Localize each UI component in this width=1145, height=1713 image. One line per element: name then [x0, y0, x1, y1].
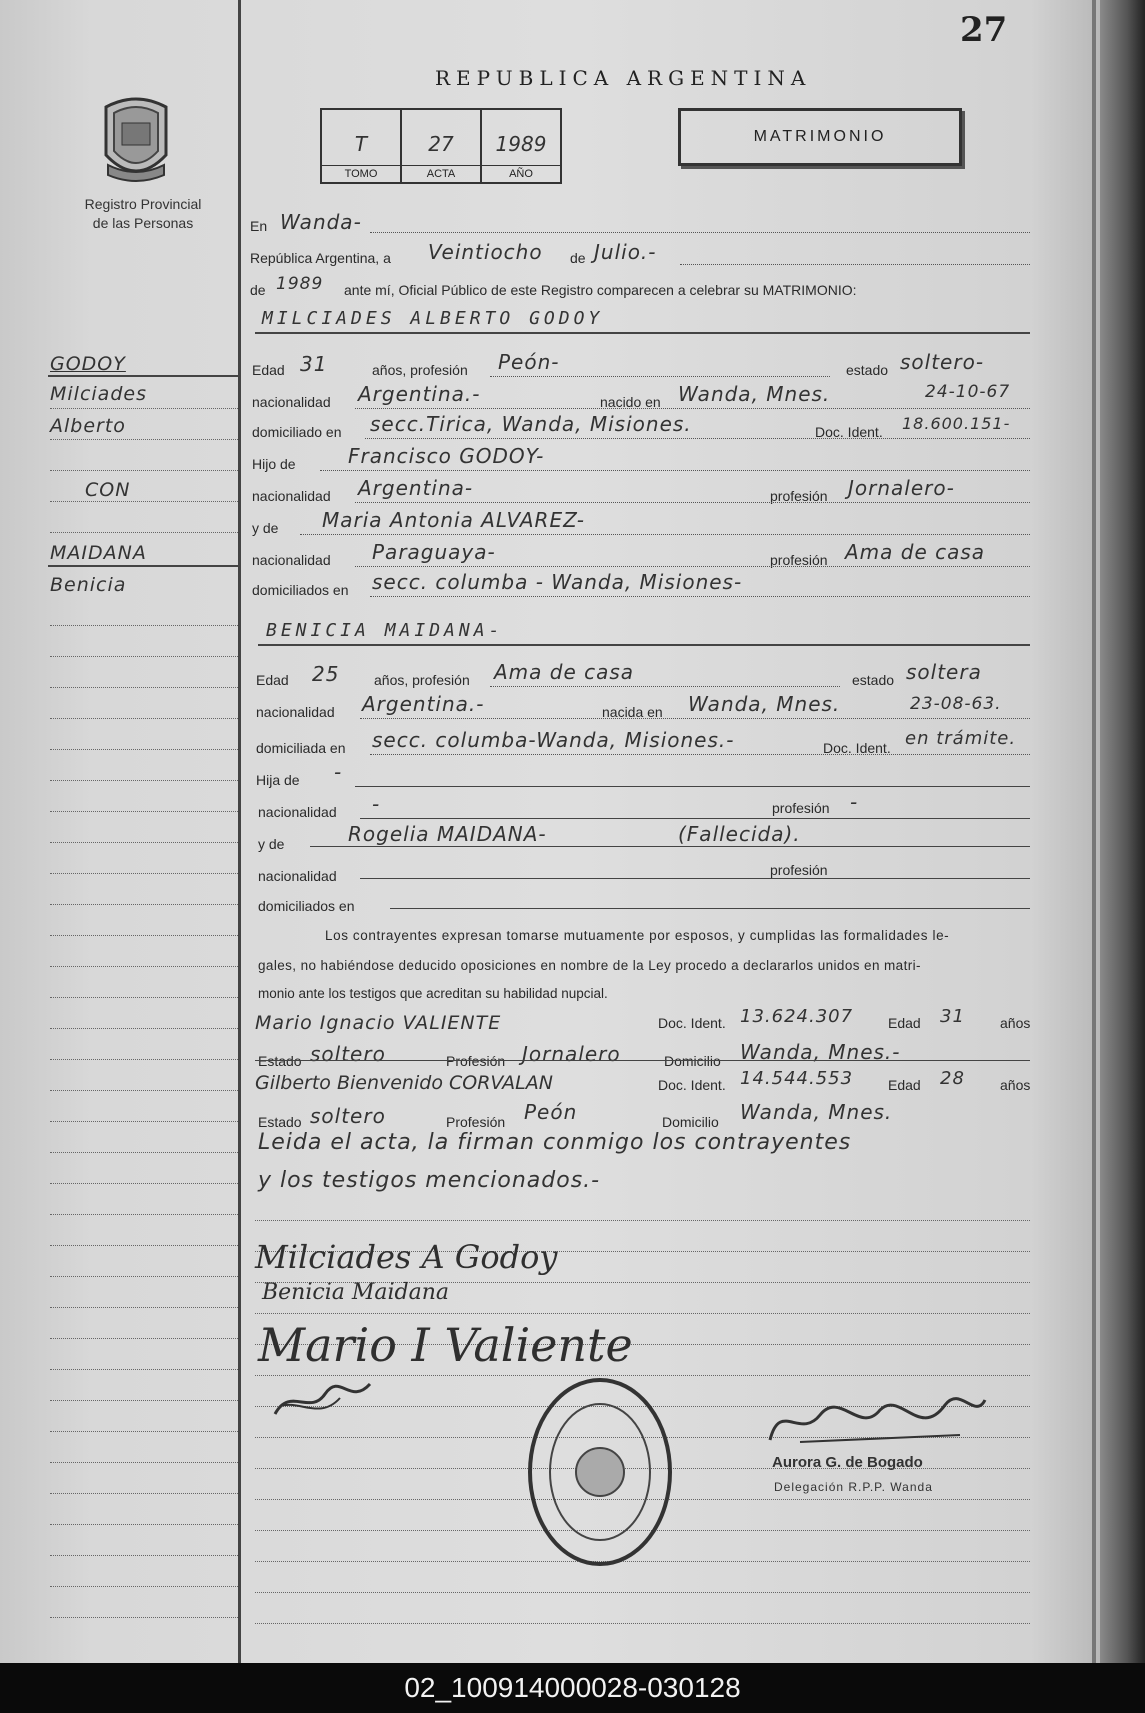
- margin-ruled-line: [50, 1369, 238, 1370]
- margin-rule: [238, 0, 241, 1663]
- madre-prof-label: profesión: [770, 862, 828, 878]
- margin-ruled-line: [50, 1152, 238, 1153]
- dotted-line: [370, 232, 1030, 233]
- declaration-line-1: Los contrayentes expresan tomarse mutuamente por esposos, y cumplidas las formalidades le-: [325, 928, 950, 943]
- body-ruled-line: [255, 1313, 1030, 1314]
- profesion-label: Profesión: [446, 1053, 506, 1069]
- bride-madre: Rogelia MAIDANA-: [348, 822, 547, 846]
- witness1-doc: 13.624.307: [740, 1006, 854, 1027]
- de2-label: de: [250, 282, 266, 298]
- margin-ruled-line: [50, 1028, 238, 1029]
- page-edge: [1100, 0, 1145, 1663]
- ruled-line: [360, 878, 1030, 879]
- margin-ruled-line: [50, 1121, 238, 1122]
- bride-padre-prof: -: [850, 790, 859, 814]
- margin-ruled-line: [50, 1214, 238, 1215]
- year-value: 1989: [276, 274, 324, 294]
- anos-label: años: [1000, 1077, 1031, 1093]
- madre-prof-label: profesión: [770, 552, 828, 568]
- margin-ruled-line: [50, 966, 238, 967]
- groom-nacionalidad: Argentina.-: [358, 382, 481, 406]
- en-label: En: [250, 218, 268, 234]
- madre-nac-label: nacionalidad: [252, 552, 331, 568]
- official-stamp-icon: [525, 1375, 675, 1570]
- official-signature-block: [760, 1380, 990, 1494]
- groom-edad: 31: [300, 352, 328, 376]
- ruled-line: [255, 1060, 1030, 1061]
- margin-ruled-line: [50, 1059, 238, 1060]
- dotted-line: [360, 718, 1030, 719]
- ruled-line: [360, 818, 1030, 819]
- dotted-line: [370, 596, 1030, 597]
- dotted-line: [365, 438, 1030, 439]
- dotted-line: [490, 376, 830, 377]
- margin-ruled-line: [50, 1555, 238, 1556]
- hijo-label: Hijo de: [252, 456, 296, 472]
- margin-ruled-line: [50, 687, 238, 688]
- doc-ident-label: Doc. Ident.: [658, 1077, 726, 1093]
- groom-estado: soltero-: [900, 350, 985, 374]
- margin-middlename-groom: Alberto: [50, 415, 126, 437]
- groom-nacido-en: Wanda, Mnes.: [678, 382, 831, 406]
- place-value: Wanda-: [280, 210, 362, 234]
- margin-ruled-line: [50, 811, 238, 812]
- padre-nac-label: nacionalidad: [258, 804, 337, 820]
- margin-ruled-line: [50, 904, 238, 905]
- estado-label: estado: [852, 672, 895, 688]
- margin-ruled-line: [50, 1493, 238, 1494]
- acta-value: 27: [428, 132, 454, 156]
- margin-ruled-line: [50, 501, 238, 502]
- right-rule: [1092, 0, 1096, 1663]
- margin-ruled-line: [50, 439, 238, 440]
- groom-domicilio: secc.Tirica, Wanda, Misiones.: [370, 412, 692, 436]
- bride-madre-note: (Fallecida).: [678, 822, 801, 846]
- anio-label: AÑO: [482, 165, 560, 180]
- margin-ruled-line: [50, 1400, 238, 1401]
- ruled-line: [310, 846, 1030, 847]
- domiciliados-label: domiciliados en: [252, 582, 349, 598]
- domicilio-label: Domicilio: [664, 1053, 721, 1069]
- groom-name: MILCIADES ALBERTO GODOY: [262, 308, 604, 329]
- margin-ruled-line: [50, 935, 238, 936]
- margin-ruled-line: [50, 1276, 238, 1277]
- witness2-profesion: Peón: [524, 1100, 578, 1124]
- profesion-label: Profesión: [446, 1114, 506, 1130]
- witness2-name: Gilberto Bienvenido CORVALAN: [255, 1072, 553, 1094]
- margin-ruled-line: [50, 749, 238, 750]
- bride-padre-nac: -: [372, 792, 381, 816]
- ruled-line: [390, 908, 1030, 909]
- dotted-line: [355, 408, 1030, 409]
- bride-nacionalidad: Argentina.-: [362, 692, 485, 716]
- groom-doc: 18.600.151-: [902, 414, 1011, 433]
- domicilio-label: Domicilio: [662, 1114, 719, 1130]
- witness2-domicilio: Wanda, Mnes.: [740, 1100, 893, 1124]
- republica-label: República Argentina, a: [250, 250, 391, 266]
- witness1-name: Mario Ignacio VALIENTE: [255, 1012, 502, 1034]
- official-name: Aurora G. de Bogado: [772, 1454, 923, 1471]
- edad-label: Edad: [252, 362, 285, 378]
- margin-ruled-line: [50, 1307, 238, 1308]
- bride-name: BENICIA MAIDANA-: [266, 620, 504, 641]
- witness1-profesion: Jornalero: [522, 1042, 621, 1066]
- groom-padres-dom: secc. columba - Wanda, Misiones-: [372, 570, 743, 594]
- estado-label: Estado: [258, 1053, 302, 1069]
- edad-label: Edad: [888, 1077, 921, 1093]
- groom-profesion: Peón-: [498, 350, 560, 374]
- margin-ruled-line: [50, 1462, 238, 1463]
- domiciliada-label: domiciliada en: [256, 740, 346, 756]
- bride-profesion: Ama de casa: [494, 660, 635, 684]
- doc-ident-label: Doc. Ident.: [658, 1015, 726, 1031]
- witness1-estado: soltero: [310, 1042, 386, 1066]
- margin-ruled-line: [50, 532, 238, 533]
- margin-underline: [48, 565, 238, 567]
- margin-ruled-line: [50, 873, 238, 874]
- estado-label: estado: [846, 362, 889, 378]
- province-seal-icon: [98, 95, 174, 185]
- anos-profesion-label: años, profesión: [374, 672, 470, 688]
- margin-ruled-line: [50, 718, 238, 719]
- bride-doc: en trámite.: [905, 728, 1017, 749]
- margin-ruled-line: [50, 780, 238, 781]
- nacionalidad-label: nacionalidad: [252, 394, 331, 410]
- body-ruled-line: [255, 1220, 1030, 1221]
- country-title: REPUBLICA ARGENTINA: [435, 66, 812, 90]
- bride-edad: 25: [312, 662, 340, 686]
- margin-ruled-line: [50, 408, 238, 409]
- margin-ruled-line: [50, 1183, 238, 1184]
- tomo-label: TOMO: [322, 165, 400, 180]
- closing-line-2: y los testigos mencionados.-: [258, 1168, 601, 1193]
- bride-signature: Benicia Maidana: [262, 1280, 450, 1305]
- registry-line-2: de las Personas: [92, 215, 194, 231]
- body-ruled-line: [255, 1623, 1030, 1624]
- edad-label: Edad: [256, 672, 289, 688]
- groom-padre: Francisco GODOY-: [348, 444, 545, 468]
- name-underline: [255, 332, 1030, 334]
- margin-ruled-line: [50, 656, 238, 657]
- ruled-line: [355, 786, 1030, 787]
- tomo-value: T: [354, 132, 368, 156]
- anio-cell: [482, 110, 560, 182]
- dotted-line: [320, 470, 1030, 471]
- domiciliados-label: domiciliados en: [258, 898, 355, 914]
- y-de-label: y de: [252, 520, 279, 536]
- groom-fecha-nac: 24-10-67: [925, 382, 1011, 402]
- margin-ruled-line: [50, 1617, 238, 1618]
- name-underline: [258, 644, 1030, 646]
- bride-fecha-nac: 23-08-63.: [910, 694, 1002, 714]
- margin-ruled-line: [50, 842, 238, 843]
- margin-ruled-line: [50, 1586, 238, 1587]
- witness1-edad: 31: [940, 1006, 965, 1027]
- groom-madre: Maria Antonia ALVAREZ-: [322, 508, 586, 532]
- y-de-label: y de: [258, 836, 285, 852]
- day-value: Veintiocho: [428, 240, 543, 264]
- doc-ident-label: Doc. Ident.: [823, 740, 891, 756]
- nacida-label: nacida en: [602, 704, 663, 720]
- groom-madre-prof: Ama de casa: [845, 540, 986, 564]
- acta-cell: [402, 110, 482, 182]
- margin-ruled-line: [50, 997, 238, 998]
- margin-firstname-bride: Benicia: [50, 574, 127, 596]
- margin-con: CON: [85, 479, 131, 501]
- dotted-line: [370, 754, 1030, 755]
- margin-ruled-line: [50, 1245, 238, 1246]
- witness2-estado: soltero: [310, 1104, 386, 1128]
- nacionalidad-label: nacionalidad: [256, 704, 335, 720]
- declaration-line-3: monio ante los testigos que acreditan su habilidad nupcial.: [258, 986, 608, 1001]
- margin-underline: [48, 375, 238, 377]
- closing-line-1: Leida el acta, la firman conmigo los contrayentes: [258, 1130, 852, 1155]
- margin-ruled-line: [50, 1431, 238, 1432]
- groom-padre-prof: Jornalero-: [848, 476, 955, 500]
- official-signature-icon: [760, 1380, 990, 1460]
- bride-domicilio: secc. columba-Wanda, Misiones.-: [372, 728, 735, 752]
- dotted-line: [355, 502, 1030, 503]
- groom-madre-nac: Paraguaya-: [372, 540, 496, 564]
- doc-ident-label: Doc. Ident.: [815, 424, 883, 440]
- margin-ruled-line: [50, 1524, 238, 1525]
- margin-ruled-line: [50, 470, 238, 471]
- witness2-edad: 28: [940, 1068, 965, 1089]
- groom-padre-nac: Argentina-: [358, 476, 474, 500]
- acta-label: ACTA: [402, 165, 480, 180]
- intro-text: ante mí, Oficial Público de este Registro comparecen a celebrar su MATRIMONIO:: [344, 282, 857, 298]
- hija-label: Hija de: [256, 772, 300, 788]
- margin-firstname-groom: Milciades: [50, 383, 147, 405]
- anos-profesion-label: años, profesión: [372, 362, 468, 378]
- padre-prof-label: profesión: [772, 800, 830, 816]
- bride-padre: -: [334, 760, 343, 784]
- body-ruled-line: [255, 1592, 1030, 1593]
- registry-line-1: Registro Provincial: [84, 196, 202, 212]
- edad-label: Edad: [888, 1015, 921, 1031]
- anos-label: años: [1000, 1015, 1031, 1031]
- bride-estado: soltera: [906, 660, 982, 684]
- nacido-label: nacido en: [600, 394, 661, 410]
- scan-filename: 02_100914000028-030128: [0, 1663, 1145, 1713]
- record-type-box: MATRIMONIO: [678, 108, 962, 166]
- witness2-signature-scribble-icon: [270, 1376, 380, 1424]
- margin-surname-bride: MAIDANA: [50, 542, 147, 564]
- margin-ruled-line: [50, 1338, 238, 1339]
- groom-signature: Milciades A Godoy: [255, 1238, 558, 1276]
- de-label: de: [570, 250, 586, 266]
- domiciliado-label: domiciliado en: [252, 424, 342, 440]
- dotted-line: [680, 264, 1030, 265]
- official-title: Delegación R.P.P. Wanda: [774, 1480, 933, 1494]
- dotted-line: [355, 566, 1030, 567]
- record-number-box: [320, 108, 562, 184]
- estado-label: Estado: [258, 1114, 302, 1130]
- padre-prof-label: profesión: [770, 488, 828, 504]
- page-number: 27: [960, 10, 1008, 50]
- madre-nac-label: nacionalidad: [258, 868, 337, 884]
- witness-signature: Mario I Valiente: [258, 1318, 633, 1372]
- bride-nacida-en: Wanda, Mnes.: [688, 692, 841, 716]
- tomo-cell: [322, 110, 402, 182]
- anio-value: 1989: [495, 132, 547, 156]
- margin-ruled-line: [50, 625, 238, 626]
- month-value: Julio.-: [594, 240, 657, 264]
- witness2-doc: 14.544.553: [740, 1068, 854, 1089]
- dotted-line: [300, 534, 1030, 535]
- margin-ruled-line: [50, 1090, 238, 1091]
- witness1-domicilio: Wanda, Mnes.-: [740, 1040, 901, 1064]
- dotted-line: [490, 686, 840, 687]
- registry-label: [58, 195, 228, 233]
- margin-surname-groom: GODOY: [50, 353, 126, 375]
- declaration-line-2: gales, no habiéndose deducido oposiciones en nombre de la Ley procedo a declararlos unidos en matri-: [258, 958, 921, 973]
- padre-nac-label: nacionalidad: [252, 488, 331, 504]
